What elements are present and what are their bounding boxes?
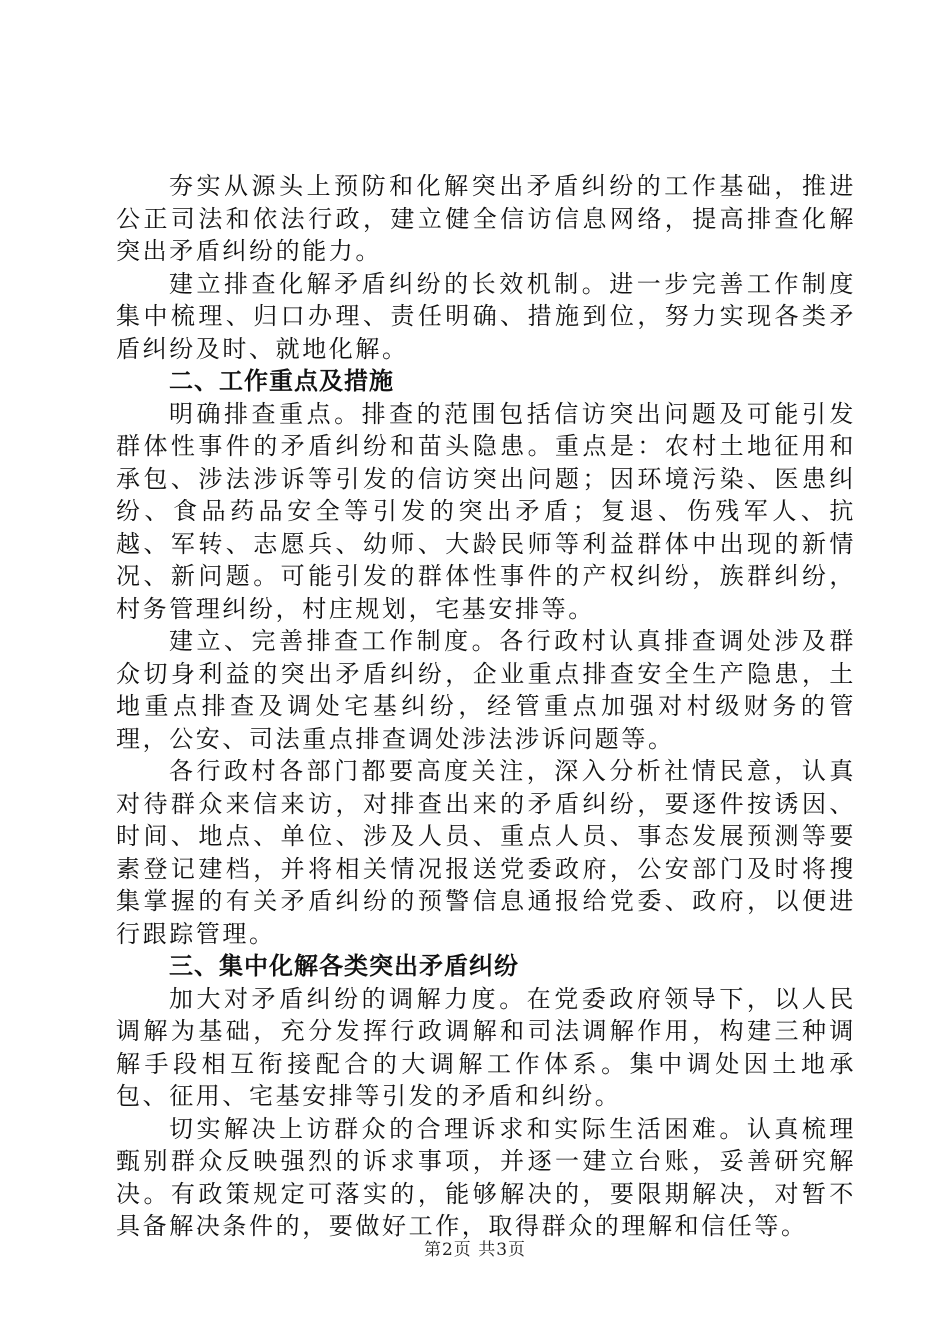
paragraph: 建立、完善排查工作制度。各行政村认真排查调处涉及群众切身利益的突出矛盾纠纷，企业重点排查安全生产隐患，土地重点排查及调处宅基纠纷，经管重点加强对村级财务的管理，公安、司法重点排查调处涉法涉诉问题等。 [116,627,856,753]
paragraph: 明确排查重点。排查的范围包括信访突出问题及可能引发群体性事件的矛盾纠纷和苗头隐患。重点是：农村土地征用和承包、涉法涉诉等引发的信访突出问题；因环境污染、医患纠纷、食品药品安全等引发的突出矛盾；复退、伤残军人、抗越、军转、志愿兵、幼师、大龄民师等利益群体中出现的新情况、新问题。可能引发的群体性事件的产权纠纷，族群纠纷，村务管理纠纷，村庄规划，宅基安排等。 [116,399,856,623]
paragraph: 各行政村各部门都要高度关注，深入分析社情民意，认真对待群众来信来访，对排查出来的矛盾纠纷，要逐件按诱因、时间、地点、单位、涉及人员、重点人员、事态发展预测等要素登记建档，并将相关情况报送党委政府，公安部门及时将搜集掌握的有关矛盾纠纷的预警信息通报给党委、政府，以便进行跟踪管理。 [116,757,856,948]
paragraph: 切实解决上访群众的合理诉求和实际生活困难。认真梳理甄别群众反映强烈的诉求事项，并逐一建立台账，妥善研究解决。有政策规定可落实的，能够解决的，要限期解决，对暂不具备解决条件的，要做好工作，取得群众的理解和信任等。 [116,1114,856,1240]
section-heading: 三、集中化解各类突出矛盾纠纷 [169,952,519,980]
page-number-footer: 第2页 共3页 [423,1240,527,1260]
paragraph: 夯实从源头上预防和化解突出矛盾纠纷的工作基础，推进公正司法和依法行政，建立健全信访信息网络，提高排查化解突出矛盾纠纷的能力。 [116,172,856,265]
paragraph: 加大对矛盾纠纷的调解力度。在党委政府领导下，以人民调解为基础，充分发挥行政调解和司法调解作用，构建三种调解手段相互衔接配合的大调解工作体系。集中调处因土地承包、征用、宅基安排等引发的矛盾和纠纷。 [116,984,856,1110]
paragraph: 建立排查化解矛盾纠纷的长效机制。进一步完善工作制度集中梳理、归口办理、责任明确、措施到位，努力实现各类矛盾纠纷及时、就地化解。 [116,269,856,363]
section-heading: 二、工作重点及措施 [169,367,394,395]
document-body [116,170,856,1243]
